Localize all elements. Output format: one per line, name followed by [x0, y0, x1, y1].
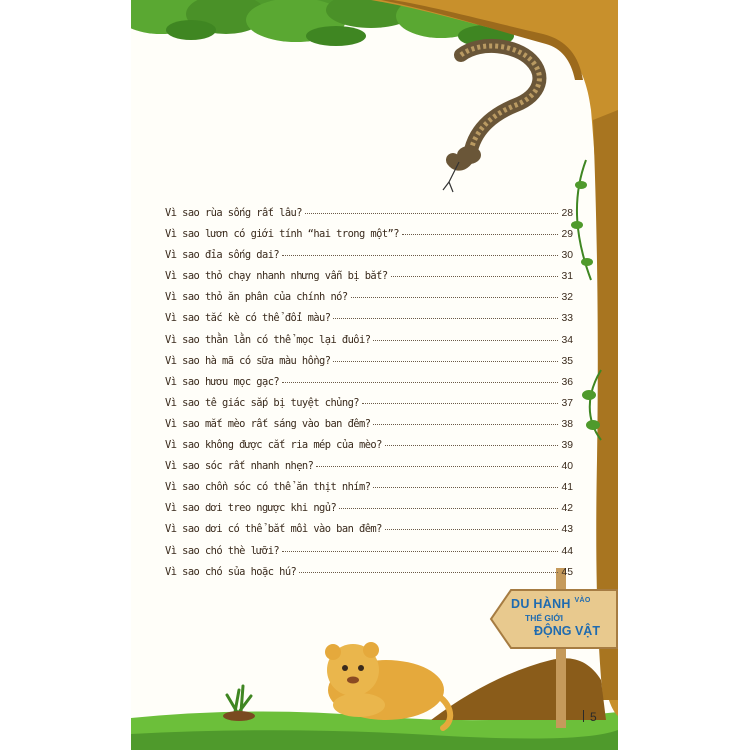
toc-entry-title: Vì sao không được cắt ria mép của mèo?: [165, 439, 382, 452]
toc-leader-dots: [351, 297, 559, 298]
toc-entry-page: 43: [561, 524, 573, 536]
toc-entry-page: 34: [561, 334, 573, 346]
toc-entry-title: Vì sao rùa sống rất lâu?: [165, 207, 302, 219]
toc-entry-title: Vì sao tê giác sắp bị tuyệt chủng?: [165, 396, 359, 409]
toc-leader-dots: [299, 572, 558, 573]
toc-entry: [165, 207, 573, 228]
toc-entry: [165, 334, 573, 355]
toc-leader-dots: [373, 487, 558, 488]
toc-entry-title: Vì sao hà mã có sữa màu hồng?: [165, 354, 331, 367]
toc-entry: [165, 439, 573, 460]
toc-entry-page: 38: [561, 418, 573, 430]
toc-entry: [165, 228, 573, 249]
toc-entry: [165, 270, 573, 291]
toc-entry-title: Vì sao chó sủa hoặc hú?: [165, 565, 297, 578]
toc-leader-dots: [362, 403, 558, 404]
toc-entry: [165, 418, 573, 439]
toc-entry-title: Vì sao đỉa sống dai?: [165, 249, 280, 262]
toc-leader-dots: [391, 276, 559, 277]
toc-entry-page: 30: [561, 250, 573, 262]
toc-entry-title: Vì sao chó thè lưỡi?: [165, 544, 280, 557]
toc-entry: [165, 502, 573, 523]
toc-leader-dots: [385, 529, 559, 530]
toc-leader-dots: [282, 255, 558, 256]
toc-entry: [165, 355, 573, 376]
toc-entry-page: 40: [561, 461, 573, 473]
toc-entry-title: Vì sao sóc rất nhanh nhẹn?: [165, 460, 314, 473]
toc-entry: [165, 249, 573, 270]
toc-leader-dots: [305, 213, 559, 214]
toc-entry: [165, 523, 573, 544]
toc-leader-dots: [385, 445, 559, 446]
toc-leader-dots: [339, 508, 558, 509]
toc-entry-page: 41: [561, 482, 573, 494]
toc-entry-page: 37: [561, 397, 573, 409]
toc-entry-title: Vì sao mắt mèo rất sáng vào ban đêm?: [165, 417, 371, 430]
toc-entry-page: 39: [561, 440, 573, 452]
toc-entry-page: 45: [561, 566, 573, 578]
toc-entry-page: 42: [561, 503, 573, 515]
toc-leader-dots: [282, 551, 558, 552]
toc-leader-dots: [333, 361, 558, 362]
toc-entry-page: 44: [561, 545, 573, 557]
toc-leader-dots: [373, 424, 558, 425]
toc-entry-title: Vì sao chồn sóc có thể ăn thịt nhím?: [165, 481, 371, 494]
toc-entry-page: 29: [561, 229, 573, 241]
toc-entry-page: 28: [561, 208, 573, 219]
toc-entry-title: Vì sao dơi có thể bắt mồi vào ban đêm?: [165, 523, 382, 536]
grass-plant: [223, 686, 255, 721]
book-page: [131, 0, 618, 750]
toc-leader-dots: [333, 318, 558, 319]
toc-entry: [165, 460, 573, 481]
toc-entry: [165, 397, 573, 418]
sign-line-2: THẾ GIỚI: [525, 613, 563, 623]
snake: [443, 46, 539, 192]
toc-entry-title: Vì sao thỏ chạy nhanh nhưng vẫn bị bắt?: [165, 270, 388, 283]
toc-entry-page: 33: [561, 313, 573, 325]
sign-line-3: ĐỘNG VẬT: [534, 624, 600, 638]
toc-entry: [165, 545, 573, 566]
toc-entry-page: 31: [561, 271, 573, 283]
table-of-contents: [165, 207, 573, 587]
page-number: 5: [583, 710, 597, 724]
toc-entry: [165, 481, 573, 502]
toc-entry-title: Vì sao thằn lằn có thể mọc lại đuôi?: [165, 333, 371, 346]
toc-entry: [165, 376, 573, 397]
toc-leader-dots: [373, 340, 558, 341]
toc-entry-title: Vì sao dơi treo ngược khi ngủ?: [165, 502, 337, 515]
toc-entry-page: 32: [561, 292, 573, 304]
toc-leader-dots: [282, 382, 558, 383]
toc-entry-title: Vì sao tắc kè có thể đổi màu?: [165, 312, 331, 325]
toc-entry-title: Vì sao thỏ ăn phân của chính nó?: [165, 291, 348, 304]
toc-entry-page: 35: [561, 355, 573, 367]
toc-entry: [165, 291, 573, 312]
toc-entry: [165, 312, 573, 333]
toc-entry-title: Vì sao lươn có giới tính “hai trong một”?: [165, 228, 399, 241]
toc-entry-page: 36: [561, 376, 573, 388]
toc-entry: [165, 566, 573, 587]
toc-leader-dots: [402, 234, 559, 235]
toc-leader-dots: [316, 466, 558, 467]
sign-line-1: DU HÀNH $^{VÀO}$: [511, 597, 591, 611]
toc-entry-title: Vì sao hươu mọc gạc?: [165, 375, 280, 388]
